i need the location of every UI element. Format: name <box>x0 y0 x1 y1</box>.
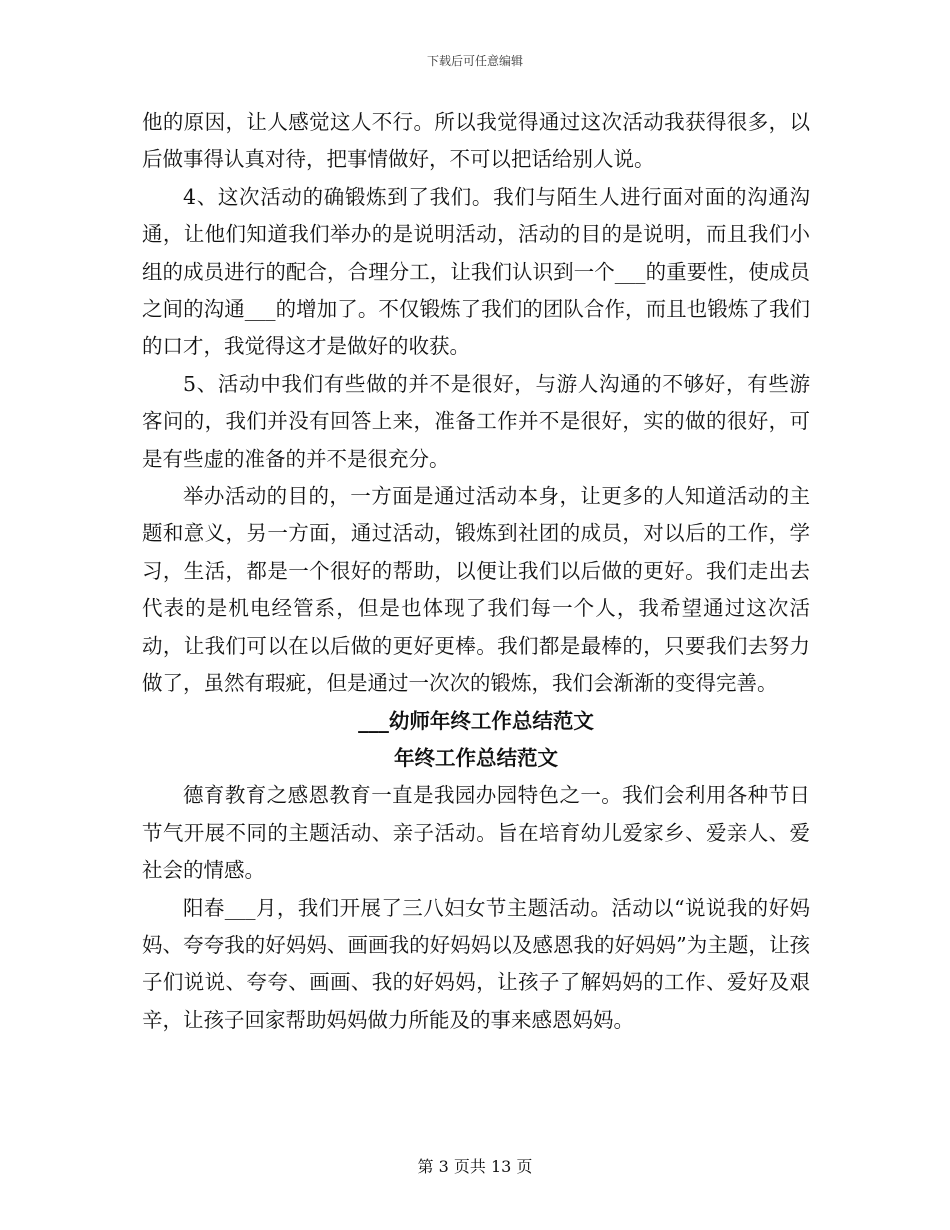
paragraph-purpose: 举办活动的目的，一方面是通过活动本身，让更多的人知道活动的主题和意义，另一方面，通过活动，锻炼到社团的成员，对以后的工作，学习，生活，都是一个很好的帮助，以便让我们以后做的更好。我们走出去代表的是机电经管系，但是也体现了我们每一个人，我希望通过这次活动，让我们可以在以后做的更好更棒。我们都是最棒的，只要我们去努力做了，虽然有瑕疵，但是通过一次次的锻炼，我们会渐渐的变得完善。 <box>142 484 810 696</box>
page-header-note: 下载后可任意编辑 <box>426 54 523 68</box>
paragraph-item-5: 5、活动中我们有些做的并不是很好，与游人沟通的不够好，有些游客问的，我们并没有回答上来，准备工作并不是很好，实的做的很好，可是有些虚的准备的并不是很充分。 <box>142 371 810 471</box>
section-title: ___幼师年终工作总结范文 <box>358 708 594 733</box>
paragraph-womens-day: 阳春___月，我们开展了三八妇女节主题活动。活动以“说说我的好妈妈、夸夸我的好妈妈、画画我的好妈妈以及感恩我的好妈妈”为主题，让孩子们说说、夸夸、画画、我的好妈妈，让孩子了解妈妈的工作、爱好及艰辛，让孩子回家帮助妈妈做力所能及的事来感恩妈妈。 <box>142 895 810 1032</box>
document-body <box>142 104 810 1039</box>
paragraph-gratitude-education: 德育教育之感恩教育一直是我园办园特色之一。我们会利用各种节日节气开展不同的主题活动、亲子活动。旨在培育幼儿爱家乡、爱亲人、爱社会的情感。 <box>142 783 810 883</box>
section-subtitle: 年终工作总结范文 <box>394 745 558 770</box>
paragraph-item-4: 4、这次活动的确锻炼到了我们。我们与陌生人进行面对面的沟通沟通，让他们知道我们举办的是说明活动，活动的目的是说明，而且我们小组的成员进行的配合，合理分工，让我们认识到一个___的重要性，使成员之间的沟通___的增加了。不仅锻炼了我们的团队合作，而且也锻炼了我们的口才，我觉得这才是做好的收获。 <box>142 184 810 359</box>
paragraph-continuation: 他的原因，让人感觉这人不行。所以我觉得通过这次活动我获得很多，以后做事得认真对待，把事情做好，不可以把话给别人说。 <box>142 110 810 172</box>
page-number: 第 3 页共 13 页 <box>417 1157 533 1176</box>
